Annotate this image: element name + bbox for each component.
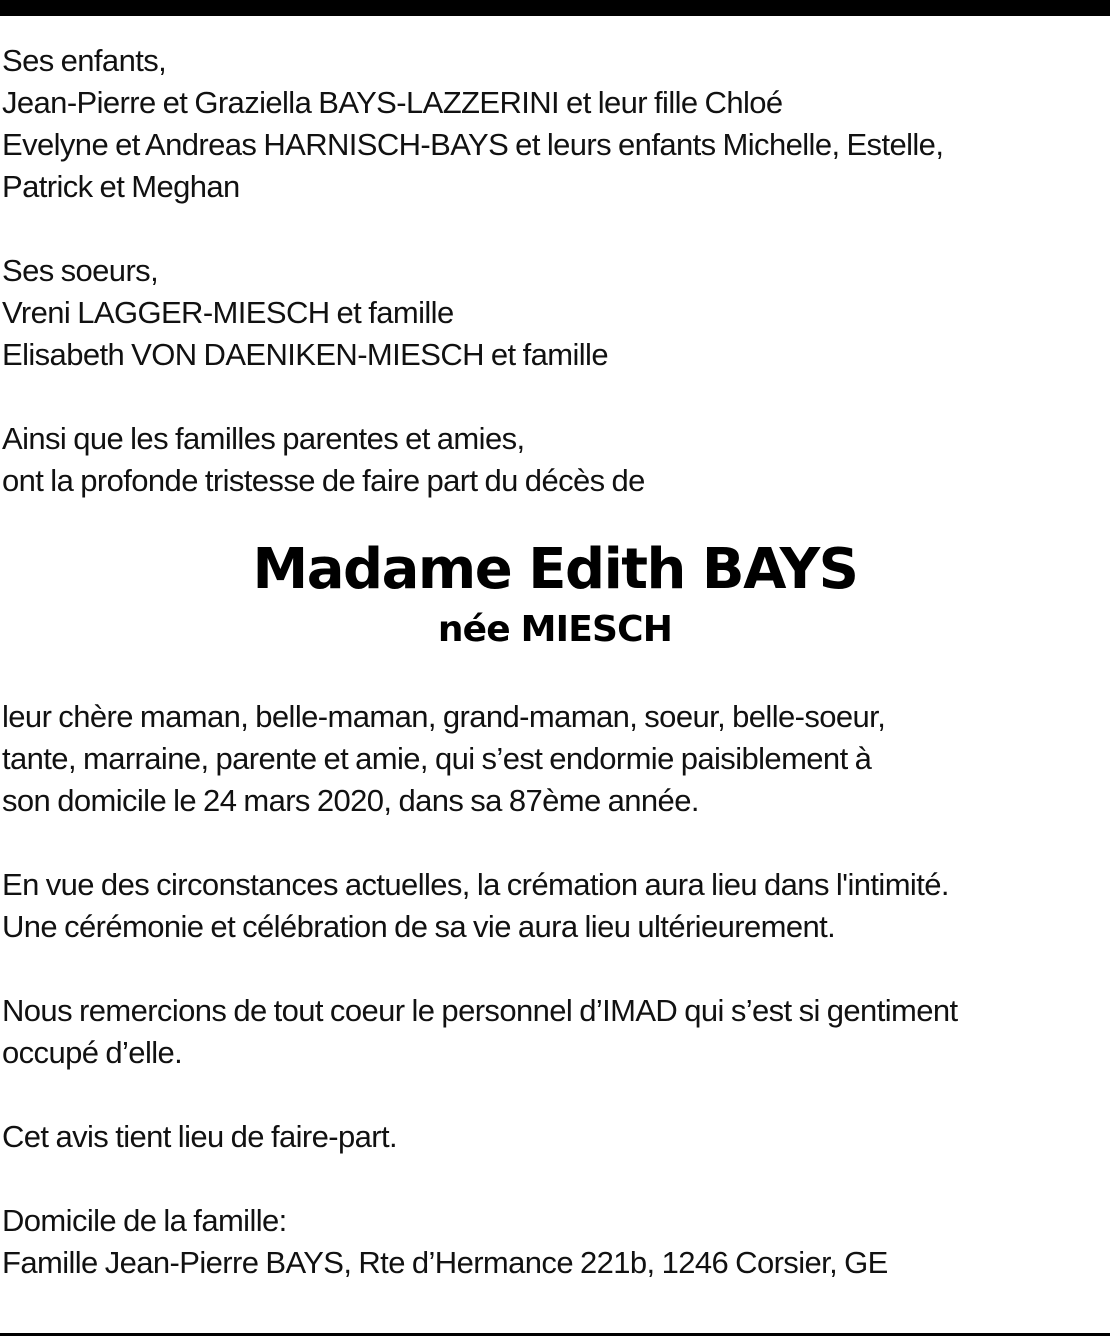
top-rule [0, 0, 1110, 16]
deceased-name: Madame Edith BAYS [252, 537, 858, 602]
description-paragraph [2, 696, 1108, 822]
text-line: Famille Jean-Pierre BAYS, Rte d’Hermance 221b, 1246 Corsier, GE [2, 1245, 888, 1280]
children-paragraph [2, 40, 1108, 208]
text-line: Patrick et Meghan [2, 169, 240, 204]
text-line: Elisabeth VON DAENIKEN-MIESCH et famille [2, 337, 608, 372]
announcement-paragraph [2, 418, 1108, 502]
maiden-name: née MIESCH [437, 609, 673, 650]
text-line: leur chère maman, belle-maman, grand-maman, soeur, belle-soeur, [2, 699, 886, 734]
text-line: Ainsi que les familles parentes et amies, [2, 421, 525, 456]
thanks-paragraph [2, 990, 1108, 1074]
text-line: Evelyne et Andreas HARNISCH-BAYS et leurs enfants Michelle, Estelle, [2, 127, 944, 162]
text-line: En vue des circonstances actuelles, la crémation aura lieu dans l'intimité. [2, 867, 949, 902]
notice-paragraph [2, 1116, 1108, 1158]
text-line: Une cérémonie et célébration de sa vie aura lieu ultérieurement. [2, 909, 836, 944]
obituary-notice [2, 40, 1108, 1284]
text-line: Nous remercions de tout coeur le personnel d’IMAD qui s’est si gentiment [2, 993, 958, 1028]
address-paragraph [2, 1200, 1108, 1284]
text-line: Vreni LAGGER-MIESCH et famille [2, 295, 454, 330]
ceremony-paragraph [2, 864, 1108, 948]
text-line: occupé d’elle. [2, 1035, 183, 1070]
text-line: tante, marraine, parente et amie, qui s’est endormie paisiblement à [2, 741, 872, 776]
text-line: ont la profonde tristesse de faire part du décès de [2, 463, 645, 498]
text-line: Domicile de la famille: [2, 1203, 287, 1238]
deceased-name-block [2, 536, 1108, 656]
text-line: son domicile le 24 mars 2020, dans sa 87ème année. [2, 783, 699, 818]
text-line: Ses enfants, [2, 43, 167, 78]
sisters-paragraph [2, 250, 1108, 376]
text-line: Ses soeurs, [2, 253, 159, 288]
text-line: Jean-Pierre et Graziella BAYS-LAZZERINI et leur fille Chloé [2, 85, 783, 120]
text-line: Cet avis tient lieu de faire-part. [2, 1119, 398, 1154]
bottom-rule [0, 1333, 1110, 1336]
